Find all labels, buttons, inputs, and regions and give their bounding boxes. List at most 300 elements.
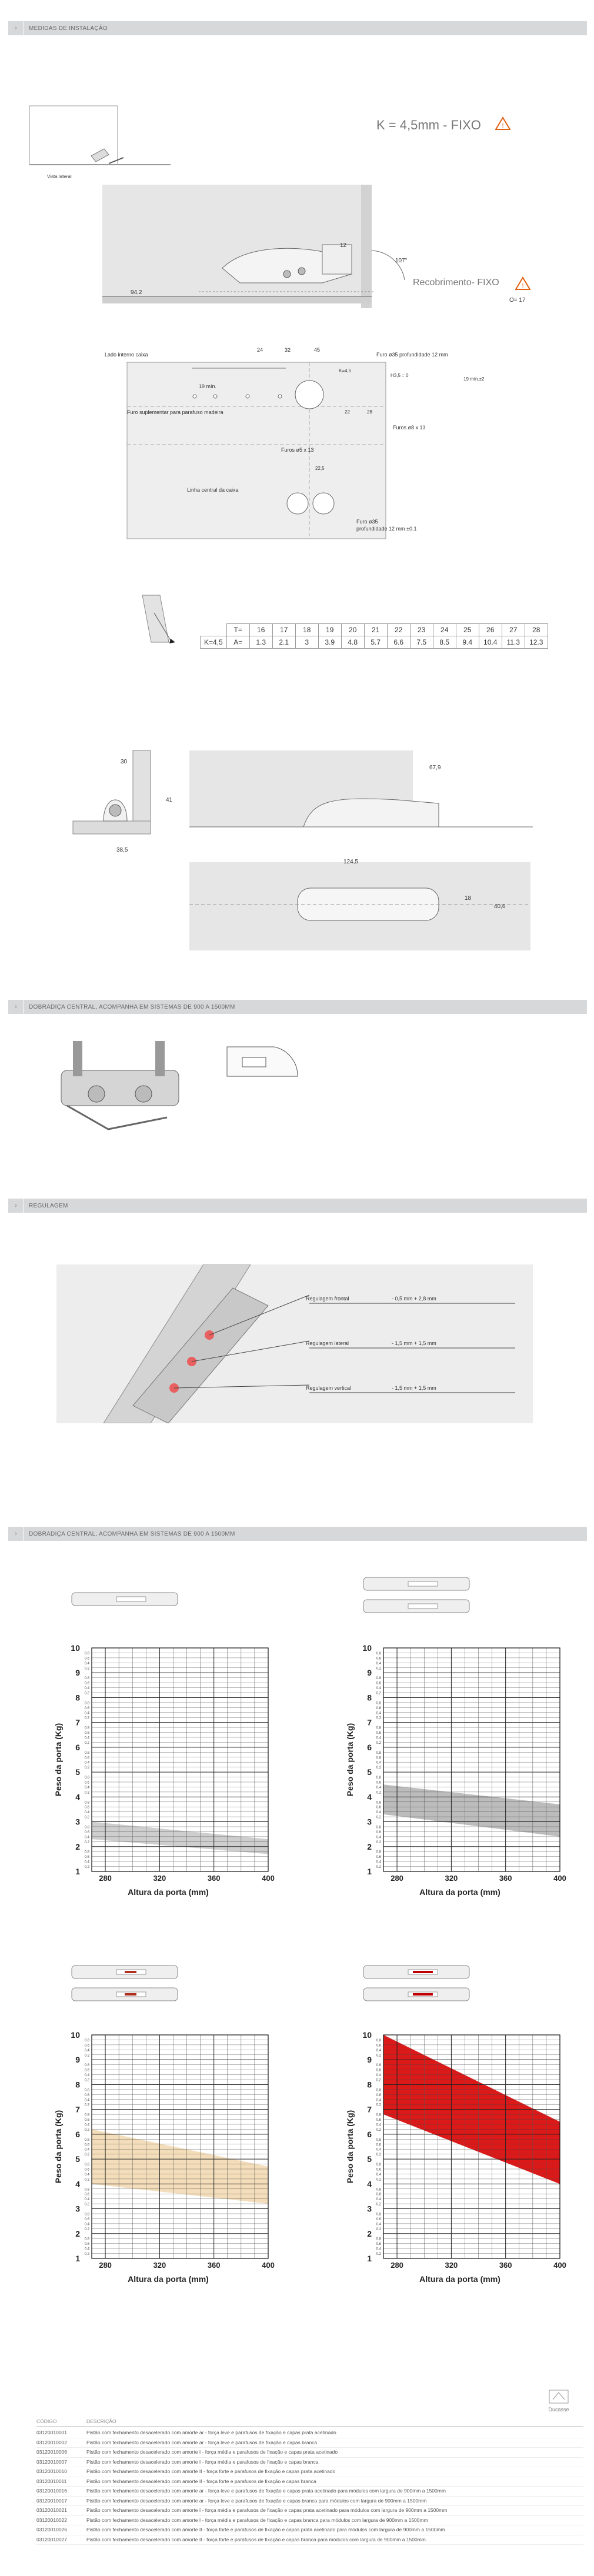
- overlay-sketch: [136, 589, 183, 648]
- dim-22: 22: [345, 409, 350, 415]
- minor-tick-label: 0.2: [84, 2103, 89, 2107]
- minor-tick-label: 0.6: [376, 1731, 381, 1736]
- list-item: [36, 2467, 583, 2477]
- minor-tick-label: 0.4: [84, 1711, 89, 1716]
- table-cell: 4.8: [341, 636, 364, 649]
- minor-tick-label: 0.2: [376, 2103, 381, 2107]
- brand-logo-mark: [547, 2388, 570, 2405]
- product-code: 03120010027: [36, 2536, 68, 2542]
- minor-tick-label: 0.8: [376, 1801, 381, 1805]
- label-inner-side: Lado interno caixa: [105, 352, 148, 358]
- dim-19: 19 mín.: [199, 383, 217, 389]
- dim-12: 12: [340, 242, 347, 249]
- load-chart-medium-strong: [51, 2029, 292, 2300]
- x-tick-label: 400: [262, 1874, 275, 1883]
- adj-vertical-label: Regulagem vertical: [306, 1385, 352, 1391]
- minor-tick-label: 0.8: [376, 2038, 381, 2043]
- y-tick-label: 7: [75, 1717, 80, 1727]
- product-description: Pistão com fechamento desacelerado com amorte I - força média e parafusos de fixação e capas branca: [86, 2458, 319, 2465]
- product-description: Pistão com fechamento desacelerado com amorte II - força forte e parafusos de fixação e capas branca: [86, 2478, 316, 2484]
- section-header-load-charts: [8, 1527, 587, 1541]
- minor-tick-label: 0.2: [84, 1741, 89, 1745]
- y-tick-label: 10: [362, 2030, 372, 2040]
- minor-tick-label: 0.4: [376, 2123, 381, 2127]
- y-tick-label: 6: [75, 2129, 80, 2139]
- load-band-area: [383, 1784, 560, 1837]
- minor-tick-label: 0.4: [376, 2074, 381, 2078]
- y-tick-label: 1: [75, 1867, 80, 1876]
- dim-h9: H3,5 = 0: [391, 373, 409, 378]
- x-tick-label: 280: [99, 2261, 112, 2270]
- x-tick-label: 360: [499, 1874, 512, 1883]
- table-cell: 11.3: [502, 636, 525, 649]
- minor-tick-label: 0.4: [376, 2173, 381, 2177]
- piston-image-light: [69, 1588, 187, 1611]
- list-item: [36, 2428, 583, 2438]
- minor-tick-label: 0.4: [84, 1736, 89, 1740]
- y-tick-label: 4: [75, 2179, 80, 2189]
- minor-tick-label: 0.8: [84, 1826, 89, 1830]
- section-header-center-hinge: [8, 1000, 587, 1014]
- minor-tick-label: 0.2: [376, 2253, 381, 2257]
- minor-tick-label: 0.6: [84, 1681, 89, 1686]
- minor-tick-label: 0.4: [84, 1860, 89, 1864]
- table-cell: 20: [341, 624, 364, 636]
- y-tick-label: 2: [367, 1841, 372, 1851]
- minor-tick-label: 0.8: [376, 2163, 381, 2167]
- product-code: 03120010026: [36, 2527, 68, 2532]
- y-tick-label: 5: [75, 2154, 80, 2164]
- minor-tick-label: 0.6: [376, 1856, 381, 1860]
- minor-tick-label: 0.6: [84, 2118, 89, 2123]
- y-tick-label: 4: [367, 1792, 372, 1802]
- label-depth: profundidade 12 mm ±0.1: [356, 526, 417, 532]
- load-band-area: [92, 2129, 268, 2204]
- minor-tick-label: 0.2: [84, 2078, 89, 2083]
- minor-tick-label: 0.6: [376, 1756, 381, 1760]
- center-hinge-photo: [49, 1029, 196, 1135]
- list-item: [36, 2487, 583, 2497]
- list-item: [36, 2448, 583, 2458]
- product-description: Pistão com fechamento desacelerado com amorte II - força forte e parafusos de fixação e capas prata acetinado: [86, 2468, 336, 2474]
- y-tick-label: 7: [367, 2104, 372, 2114]
- table-cell: K=4,5: [201, 636, 227, 649]
- minor-tick-label: 0.8: [84, 2088, 89, 2093]
- minor-tick-label: 0.2: [84, 2253, 89, 2257]
- minor-tick-label: 0.4: [376, 2223, 381, 2227]
- minor-tick-label: 0.2: [84, 1716, 89, 1720]
- minor-tick-label: 0.4: [84, 2223, 89, 2227]
- y-tick-label: 10: [71, 1643, 80, 1653]
- hinge-section-drawing: [99, 180, 546, 315]
- chevron-right-icon: ›: [15, 25, 17, 32]
- minor-tick-label: 0.4: [84, 1661, 89, 1666]
- minor-tick-label: 0.6: [84, 2168, 89, 2172]
- minor-tick-label: 0.4: [84, 1811, 89, 1815]
- x-axis-label: Altura da porta (mm): [128, 2274, 209, 2284]
- dim-angle: 107°: [395, 258, 408, 264]
- load-chart-strong: [342, 2029, 583, 2300]
- y-axis-label: Peso da porta (Kg): [345, 2110, 355, 2184]
- product-code: 03120010011: [36, 2478, 67, 2484]
- section-title: MEDIDAS DE INSTALAÇÃO: [29, 25, 108, 32]
- minor-tick-label: 0.8: [84, 1677, 89, 1681]
- minor-tick-label: 0.4: [376, 2048, 381, 2053]
- load-chart-medium: [342, 1642, 583, 1913]
- dim-32: 32: [285, 347, 291, 353]
- minor-tick-label: 0.4: [376, 2247, 381, 2251]
- minor-tick-label: 0.4: [376, 2198, 381, 2202]
- minor-tick-label: 0.4: [84, 2247, 89, 2251]
- minor-tick-label: 0.2: [376, 1691, 381, 1696]
- minor-tick-label: 0.8: [376, 2188, 381, 2192]
- y-tick-label: 7: [75, 2104, 80, 2114]
- minor-tick-label: 0.8: [84, 2038, 89, 2043]
- table-cell: 19: [318, 624, 341, 636]
- minor-tick-label: 0.8: [84, 2163, 89, 2167]
- product-code: 03120010001: [36, 2430, 68, 2435]
- minor-tick-label: 0.2: [376, 1766, 381, 1770]
- minor-tick-label: 0.8: [376, 2138, 381, 2142]
- minor-tick-label: 0.4: [84, 1761, 89, 1765]
- adj-lateral-value: - 1,5 mm + 1,5 mm: [392, 1340, 436, 1346]
- brand-logo: [542, 2388, 575, 2413]
- minor-tick-label: 0.6: [84, 2193, 89, 2197]
- table-cell: 17: [272, 624, 295, 636]
- y-axis-label: Peso da porta (Kg): [54, 2110, 63, 2184]
- dim-k45: K=4,5: [339, 368, 352, 373]
- y-tick-label: 8: [75, 1693, 80, 1703]
- list-item: [36, 2525, 583, 2535]
- table-cell: 7.5: [410, 636, 433, 649]
- minor-tick-label: 0.8: [84, 1776, 89, 1780]
- brand-logo-text: Ducasse: [548, 2407, 569, 2413]
- header-description: DESCRIÇÃO: [86, 2418, 116, 2424]
- product-description: Pistão com fechamento desacelerado com amorte ar - força leve e parafusos de fixação e capas prata acetinado para módulos com largura de 900mm a 1500mm: [86, 2488, 446, 2494]
- minor-tick-label: 0.4: [376, 1811, 381, 1815]
- y-tick-label: 9: [75, 2055, 80, 2065]
- product-description: Pistão com fechamento desacelerado com amorte I - força média e parafusos de fixação e capas branca para módulos com largura de 900mm a 1500mm: [86, 2517, 428, 2523]
- table-cell: 1.3: [249, 636, 272, 649]
- dim-38: 38,5: [116, 847, 128, 853]
- minor-tick-label: 0.6: [84, 1756, 89, 1760]
- minor-tick-label: 0.2: [376, 2078, 381, 2083]
- minor-tick-label: 0.8: [84, 2213, 89, 2217]
- adj-frontal-label: Regulagem frontal: [306, 1296, 349, 1302]
- dim-30: 30: [121, 759, 128, 765]
- minor-tick-label: 0.6: [84, 2143, 89, 2147]
- section-header-installation: [8, 21, 587, 35]
- table-cell: 28: [525, 624, 548, 636]
- minor-tick-label: 0.8: [376, 1651, 381, 1656]
- list-item: [36, 2458, 583, 2468]
- minor-tick-label: 0.8: [376, 1850, 381, 1854]
- minor-tick-label: 0.6: [84, 1830, 89, 1834]
- table-cell: 2.1: [272, 636, 295, 649]
- chevron-right-icon: ›: [15, 1202, 17, 1209]
- table-cell: 3: [295, 636, 318, 649]
- minor-tick-label: 0.4: [376, 2098, 381, 2103]
- minor-tick-label: 0.6: [376, 1781, 381, 1785]
- y-axis-label: Peso da porta (Kg): [54, 1723, 63, 1797]
- y-tick-label: 1: [367, 1867, 372, 1876]
- table-cell: 6.6: [387, 636, 410, 649]
- table-cell: 3.9: [318, 636, 341, 649]
- table-cell: 23: [410, 624, 433, 636]
- minor-tick-label: 0.4: [376, 1736, 381, 1740]
- code-list-header: [36, 2418, 583, 2427]
- dim-22-5: 22,5: [315, 466, 325, 471]
- minor-tick-label: 0.2: [376, 1840, 381, 1844]
- load-chart-light: [51, 1642, 292, 1913]
- svg-text:!: !: [502, 122, 504, 129]
- minor-tick-label: 0.6: [84, 2093, 89, 2097]
- plot-frame: [383, 1648, 560, 1871]
- minor-tick-label: 0.2: [84, 2153, 89, 2157]
- y-axis-label: Peso da porta (Kg): [345, 1723, 355, 1797]
- minor-tick-label: 0.2: [84, 1667, 89, 1671]
- table-cell: 18: [295, 624, 318, 636]
- table-cell: A=: [226, 636, 249, 649]
- adj-lateral-label: Regulagem lateral: [306, 1340, 349, 1346]
- minor-tick-label: 0.6: [84, 2044, 89, 2048]
- minor-tick-label: 0.6: [376, 2193, 381, 2197]
- label-center-line: Linha central da caixa: [187, 487, 239, 493]
- minor-tick-label: 0.6: [376, 2044, 381, 2048]
- minor-tick-label: 0.2: [84, 1840, 89, 1844]
- minor-tick-label: 0.2: [376, 1791, 381, 1795]
- x-axis-label: Altura da porta (mm): [128, 1887, 209, 1897]
- minor-tick-label: 0.8: [376, 2064, 381, 2068]
- label-holes-5: Furos ø5 x 13: [281, 447, 314, 453]
- piston-image-medium-strong: [69, 1962, 187, 2009]
- dim-67: 67,9: [429, 765, 441, 771]
- minor-tick-label: 0.6: [84, 2068, 89, 2073]
- y-tick-label: 6: [367, 1742, 372, 1752]
- minor-tick-label: 0.6: [376, 2217, 381, 2221]
- table-cell: 26: [479, 624, 502, 636]
- table-cell: 5.7: [364, 636, 387, 649]
- dim-41: 41: [166, 797, 173, 803]
- x-tick-label: 280: [99, 1874, 112, 1883]
- y-tick-label: 6: [75, 1742, 80, 1752]
- minor-tick-label: 0.4: [376, 1687, 381, 1691]
- minor-tick-label: 0.2: [376, 2227, 381, 2231]
- minor-tick-label: 0.4: [84, 2173, 89, 2177]
- minor-tick-label: 0.2: [84, 1766, 89, 1770]
- adj-frontal-value: - 0,5 mm + 2,8 mm: [392, 1296, 436, 1302]
- minor-tick-label: 0.8: [84, 1651, 89, 1656]
- y-tick-label: 10: [362, 1643, 372, 1653]
- adj-vertical-value: - 1,5 mm + 1,5 mm: [392, 1385, 436, 1391]
- minor-tick-label: 0.6: [376, 2143, 381, 2147]
- minor-tick-label: 0.8: [376, 2088, 381, 2093]
- minor-tick-label: 0.2: [376, 1741, 381, 1745]
- product-code: 03120010022: [36, 2517, 68, 2523]
- table-cell: 25: [456, 624, 479, 636]
- minor-tick-label: 0.4: [376, 1761, 381, 1765]
- minor-tick-label: 0.2: [84, 1791, 89, 1795]
- hinge-side-top-drawing: [186, 747, 539, 959]
- y-tick-label: 3: [75, 1817, 80, 1827]
- minor-tick-label: 0.8: [376, 2113, 381, 2117]
- y-tick-label: 3: [367, 1817, 372, 1827]
- product-description: Pistão com fechamento desacelerado com amorte I - força média e parafusos de fixação e capas prata acetinado: [86, 2449, 338, 2455]
- header-code: CÓDIGO: [36, 2418, 57, 2424]
- table-cell: 21: [364, 624, 387, 636]
- product-description: Pistão com fechamento desacelerado com amorte ar - força leve e parafusos de fixação e capas prata acetinado: [86, 2430, 336, 2435]
- y-tick-label: 3: [75, 2204, 80, 2214]
- piston-image-medium: [361, 1574, 479, 1621]
- minor-tick-label: 0.6: [84, 1806, 89, 1810]
- product-code-list: [36, 2418, 583, 2545]
- y-tick-label: 8: [75, 2080, 80, 2090]
- dim-28: 28: [367, 409, 372, 415]
- minor-tick-label: 0.2: [84, 2203, 89, 2207]
- minor-tick-label: 0.4: [84, 1786, 89, 1790]
- x-tick-label: 320: [153, 2261, 166, 2270]
- section-title: DOBRADIÇA CENTRAL, ACOMPANHA EM SISTEMAS DE 900 A 1500MM: [29, 1530, 235, 1537]
- chevron-right-icon: ›: [15, 1003, 17, 1010]
- x-tick-label: 320: [445, 2261, 458, 2270]
- minor-tick-label: 0.6: [84, 2217, 89, 2221]
- minor-tick-label: 0.2: [376, 2203, 381, 2207]
- minor-tick-label: 0.4: [376, 1860, 381, 1864]
- minor-tick-label: 0.4: [376, 1711, 381, 1716]
- table-cell: 12.3: [525, 636, 548, 649]
- minor-tick-label: 0.6: [84, 1657, 89, 1661]
- minor-tick-label: 0.8: [84, 1801, 89, 1805]
- product-code: 03120010006: [36, 2449, 68, 2455]
- dim-45: 45: [314, 347, 321, 353]
- y-tick-label: 8: [367, 2080, 372, 2090]
- minor-tick-label: 0.6: [376, 2093, 381, 2097]
- minor-tick-label: 0.8: [376, 1677, 381, 1681]
- overlay-table: [200, 623, 548, 649]
- label-hole-35: Furo ø35 profundidade 12 mm: [376, 352, 448, 358]
- minor-tick-label: 0.6: [376, 1806, 381, 1810]
- product-code: 03120010010: [36, 2468, 68, 2474]
- x-tick-label: 360: [499, 2261, 512, 2270]
- list-item: [36, 2516, 583, 2526]
- product-code: 03120010002: [36, 2439, 68, 2445]
- adjustment-drawing: [56, 1264, 533, 1423]
- warning-icon-2: [515, 276, 530, 291]
- table-cell: 9.4: [456, 636, 479, 649]
- minor-tick-label: 0.2: [376, 2178, 381, 2182]
- minor-tick-label: 0.2: [84, 2227, 89, 2231]
- table-cell: 22: [387, 624, 410, 636]
- minor-tick-label: 0.8: [376, 1826, 381, 1830]
- minor-tick-label: 0.2: [84, 1866, 89, 1870]
- minor-tick-label: 0.2: [84, 1816, 89, 1820]
- x-tick-label: 400: [553, 2261, 566, 2270]
- list-item: [36, 2438, 583, 2448]
- y-tick-label: 2: [75, 2228, 80, 2238]
- y-tick-label: 9: [367, 1668, 372, 1678]
- minor-tick-label: 0.4: [84, 2198, 89, 2202]
- minor-tick-label: 0.8: [84, 2064, 89, 2068]
- piston-image-strong: [361, 1962, 479, 2009]
- minor-tick-label: 0.2: [84, 2178, 89, 2182]
- list-item: [36, 2535, 583, 2545]
- minor-tick-label: 0.6: [376, 1830, 381, 1834]
- recobrimento-label: Recobrimento- FIXO: [413, 278, 499, 288]
- x-tick-label: 320: [153, 1874, 166, 1883]
- y-tick-label: 5: [75, 1767, 80, 1777]
- dim-18: 18: [465, 895, 472, 902]
- product-code: 03120010007: [36, 2458, 68, 2465]
- minor-tick-label: 0.4: [84, 2098, 89, 2103]
- minor-tick-label: 0.6: [84, 1856, 89, 1860]
- label-hole-35b: Furo ø35: [356, 519, 378, 525]
- product-code: 03120010021: [36, 2507, 68, 2513]
- table-cell: [201, 624, 227, 636]
- minor-tick-label: 0.2: [376, 1866, 381, 1870]
- list-item: [36, 2497, 583, 2507]
- y-tick-label: 3: [367, 2204, 372, 2214]
- minor-tick-label: 0.6: [376, 2068, 381, 2073]
- side-view-drawing: [24, 100, 176, 182]
- x-tick-label: 360: [207, 2261, 221, 2270]
- minor-tick-label: 0.4: [84, 2148, 89, 2152]
- minor-tick-label: 0.8: [84, 2188, 89, 2192]
- minor-tick-label: 0.8: [84, 1751, 89, 1755]
- minor-tick-label: 0.2: [376, 1816, 381, 1820]
- side-view-caption: Vista lateral: [47, 174, 72, 179]
- x-tick-label: 400: [553, 1874, 566, 1883]
- minor-tick-label: 0.2: [376, 2153, 381, 2157]
- minor-tick-label: 0.6: [376, 2118, 381, 2123]
- dim-40: 40,6: [494, 903, 506, 910]
- minor-tick-label: 0.4: [84, 1836, 89, 1840]
- minor-tick-label: 0.4: [376, 1786, 381, 1790]
- table-cell: T=: [226, 624, 249, 636]
- minor-tick-label: 0.2: [84, 2054, 89, 2058]
- minor-tick-label: 0.8: [84, 1726, 89, 1730]
- y-tick-label: 7: [367, 1717, 372, 1727]
- minor-tick-label: 0.8: [84, 2237, 89, 2241]
- y-tick-label: 9: [367, 2055, 372, 2065]
- minor-tick-label: 0.2: [376, 1716, 381, 1720]
- minor-tick-label: 0.6: [84, 1731, 89, 1736]
- minor-tick-label: 0.8: [84, 1701, 89, 1706]
- y-tick-label: 4: [75, 1792, 80, 1802]
- section-title: REGULAGEM: [29, 1202, 68, 1209]
- minor-tick-label: 0.6: [84, 1706, 89, 1710]
- minor-tick-label: 0.4: [84, 2074, 89, 2078]
- minor-tick-label: 0.2: [376, 2054, 381, 2058]
- minor-tick-label: 0.4: [376, 1661, 381, 1666]
- minor-tick-label: 0.8: [376, 1776, 381, 1780]
- x-tick-label: 280: [391, 1874, 403, 1883]
- y-tick-label: 5: [367, 2154, 372, 2164]
- chevron-right-icon: ›: [15, 1530, 17, 1537]
- y-tick-label: 6: [367, 2129, 372, 2139]
- load-band-area: [92, 1822, 268, 1854]
- minor-tick-label: 0.6: [84, 2243, 89, 2247]
- label-extra-hole: Furo suplementar para parafuso madeira: [127, 409, 223, 415]
- minor-tick-label: 0.6: [376, 2243, 381, 2247]
- minor-tick-label: 0.6: [376, 1657, 381, 1661]
- mounting-plate-drawing: [221, 1035, 315, 1088]
- minor-tick-label: 0.4: [376, 2148, 381, 2152]
- minor-tick-label: 0.2: [376, 2128, 381, 2132]
- y-tick-label: 1: [367, 2254, 372, 2263]
- section-title: DOBRADIÇA CENTRAL, ACOMPANHA EM SISTEMAS DE 900 A 1500MM: [29, 1003, 235, 1010]
- k-fixed-label: K = 4,5mm - FIXO: [376, 118, 481, 132]
- minor-tick-label: 0.6: [376, 1681, 381, 1686]
